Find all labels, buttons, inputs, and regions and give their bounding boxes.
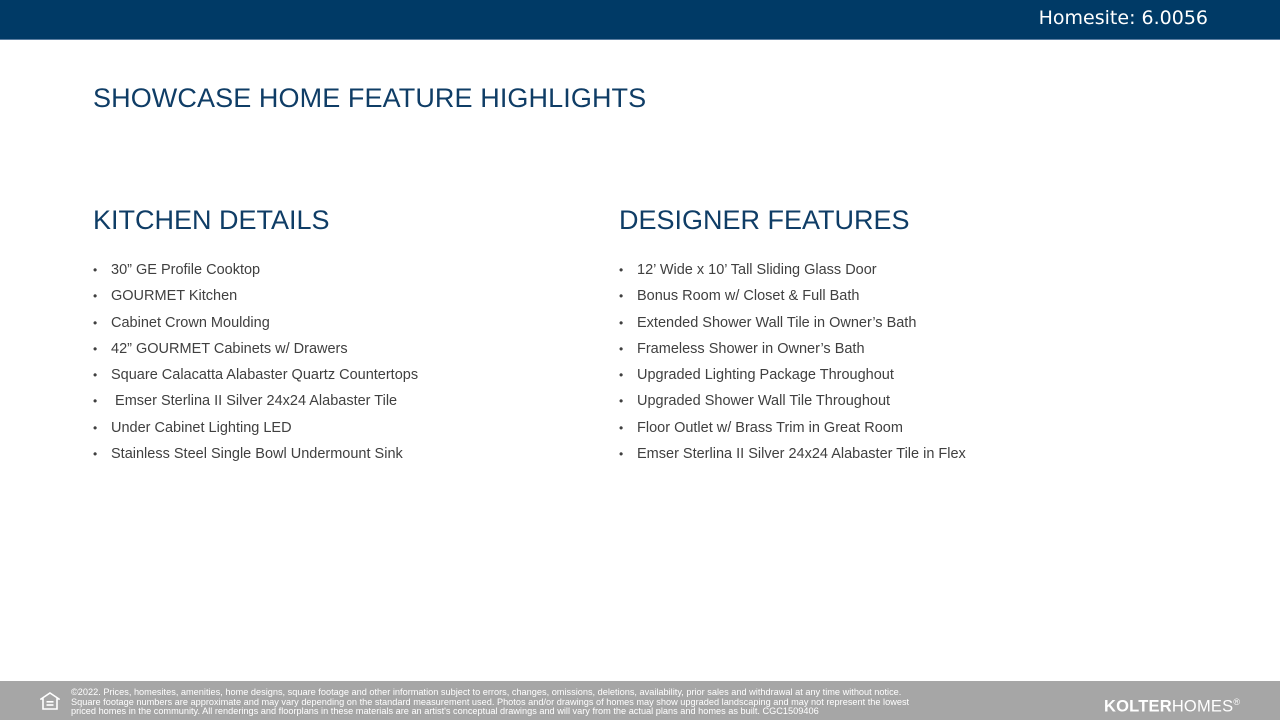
list-item xyxy=(93,339,418,365)
list-item xyxy=(619,339,966,365)
disclaimer-line: ©2022. Prices, homesites, amenities, home designs, square footage and other information subject to errors, changes, omissions, deletions, availability, prior sales and withdrawal at any time without notice. xyxy=(71,688,902,697)
bullet: • xyxy=(93,289,98,304)
registered-mark: ® xyxy=(1233,697,1241,707)
list-item xyxy=(619,391,966,417)
bullet: • xyxy=(619,447,624,462)
list-item-text: 30” GE Profile Cooktop xyxy=(111,262,261,278)
equal-housing-opportunity-icon xyxy=(40,692,60,710)
bullet: • xyxy=(93,368,98,383)
bullet: • xyxy=(619,315,624,330)
list-item xyxy=(619,365,966,391)
designer-features-list xyxy=(619,260,966,470)
list-item xyxy=(93,391,418,417)
bullet: • xyxy=(93,394,98,409)
list-item-text: Emser Sterlina II Silver 24x24 Alabaster Tile in Flex xyxy=(637,446,966,463)
list-item-text: Cabinet Crown Moulding xyxy=(111,314,270,331)
bullet: • xyxy=(93,315,98,330)
list-item-text: Stainless Steel Single Bowl Undermount Sink xyxy=(111,446,403,463)
kitchen-details-section xyxy=(93,203,418,470)
list-item xyxy=(93,444,418,470)
logo-bold-text: KOLTER xyxy=(1104,697,1172,716)
list-item-text: Square Calacatta Alabaster Quartz Countertops xyxy=(111,367,419,384)
list-item-text: Emser Sterlina II Silver 24x24 Alabaster Tile xyxy=(111,393,398,410)
disclaimer-line: priced homes in the community. All renderings and floorplans in these materials are an artist's conceptual drawings and will vary from the actual plans and homes as built. CGC1509406 xyxy=(71,706,819,717)
list-item xyxy=(619,444,966,470)
list-item-text: Under Cabinet Lighting LED xyxy=(111,419,292,436)
page-title: SHOWCASE HOME FEATURE HIGHLIGHTS xyxy=(93,83,647,113)
list-item-text: 12’ Wide x 10’ Tall Sliding Glass Door xyxy=(637,262,877,278)
kitchen-details-list xyxy=(93,260,418,470)
designer-features-heading: DESIGNER FEATURES xyxy=(619,205,910,235)
bullet: • xyxy=(619,341,624,356)
bullet: • xyxy=(93,447,98,462)
list-item-text: Floor Outlet w/ Brass Trim in Great Room xyxy=(637,419,903,436)
homesite-label: Homesite: 6.0056 xyxy=(1038,7,1208,29)
list-item xyxy=(619,313,966,339)
list-item-text: GOURMET Kitchen xyxy=(111,288,238,305)
list-item-text: Bonus Room w/ Closet & Full Bath xyxy=(637,288,860,305)
bullet: • xyxy=(93,420,98,435)
footer-bar xyxy=(0,681,1280,720)
bullet: • xyxy=(619,289,624,304)
kitchen-details-heading: KITCHEN DETAILS xyxy=(93,205,330,235)
list-item-text: Frameless Shower in Owner’s Bath xyxy=(637,340,865,357)
list-item xyxy=(93,260,418,286)
bullet: • xyxy=(619,368,624,383)
header-bar xyxy=(0,0,1280,40)
list-item-text: Upgraded Shower Wall Tile Throughout xyxy=(637,393,891,410)
list-item-text: 42” GOURMET Cabinets w/ Drawers xyxy=(111,340,348,357)
bullet: • xyxy=(619,263,624,277)
kolter-homes-logo xyxy=(1104,692,1240,717)
bullet: • xyxy=(619,394,624,409)
list-item xyxy=(93,313,418,339)
list-item xyxy=(619,286,966,312)
list-item-text: Upgraded Lighting Package Throughout xyxy=(637,367,894,384)
designer-features-section xyxy=(619,203,966,470)
list-item xyxy=(93,286,418,312)
bullet: • xyxy=(619,420,624,435)
bullet: • xyxy=(93,263,98,277)
list-item-text: Extended Shower Wall Tile in Owner’s Bath xyxy=(637,314,917,331)
logo-regular-text: HOMES xyxy=(1171,697,1234,716)
list-item xyxy=(93,418,418,444)
bullet: • xyxy=(93,341,98,356)
list-item xyxy=(93,365,418,391)
list-item xyxy=(619,260,966,286)
list-item xyxy=(619,418,966,444)
disclaimer-line: Square footage numbers are approximate and may vary depending on the standard measurement used. Photos and/or drawings of homes may show upgraded landscaping and may not represent the lowest xyxy=(71,696,910,707)
disclaimer-text xyxy=(71,688,1096,717)
